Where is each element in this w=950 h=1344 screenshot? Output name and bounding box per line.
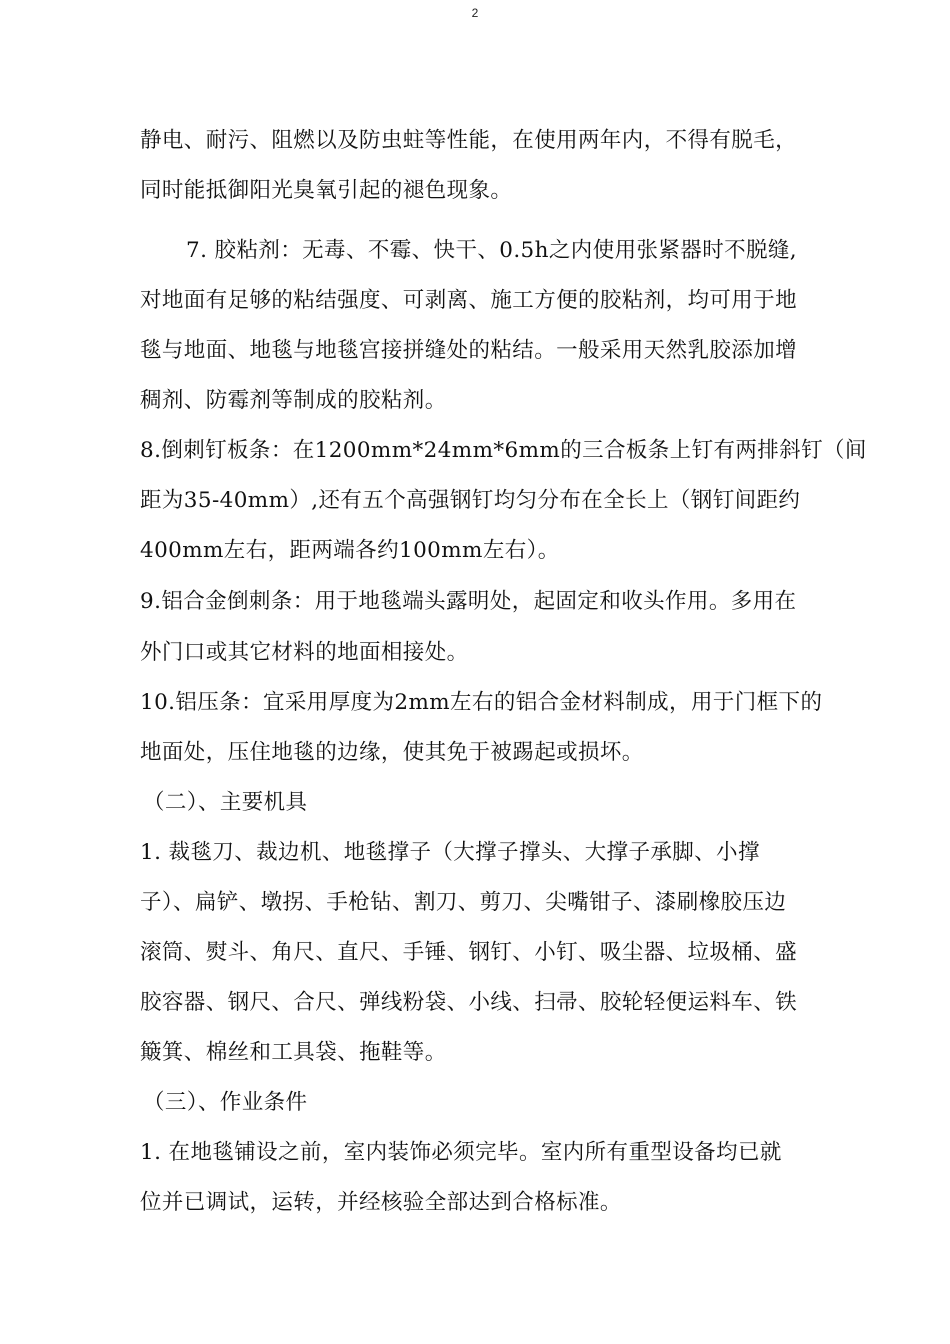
- body-text-line: 毯与地面、地毯与地毯宫接拼缝处的粘结。一般采用天然乳胶添加增: [140, 338, 798, 363]
- body-text-line: 同时能抵御阳光臭氧引起的褪色现象。: [140, 178, 513, 203]
- section-heading-tools: （二）、主要机具: [143, 790, 308, 815]
- body-text-line: 外门口或其它材料的地面相接处。: [140, 640, 469, 665]
- page-number: 2: [471, 6, 479, 20]
- list-item-9: 9.铝合金倒刺条：用于地毯端头露明处，起固定和收头作用。多用在: [140, 589, 797, 614]
- body-text-line: 地面处，压住地毯的边缘，使其免于被踢起或损坏。: [140, 740, 644, 765]
- list-item-10: 10.铝压条：宜采用厚度为2mm左右的铝合金材料制成，用于门框下的: [140, 690, 823, 715]
- body-text-line: 位并已调试，运转，并经核验全部达到合格标准。: [140, 1190, 622, 1215]
- body-text-line: 400mm左右，距两端各约100mm左右）。: [140, 538, 560, 563]
- list-item-8: 8.倒刺钉板条：在1200mm*24mm*6mm的三合板条上钉有两排斜钉（间: [140, 438, 867, 463]
- body-text-line: 静电、耐污、阻燃以及防虫蛀等性能，在使用两年内，不得有脱毛，: [140, 128, 798, 153]
- list-item-tools: 1. 裁毯刀、裁边机、地毯撑子（大撑子撑头、大撑子承脚、小撑: [140, 840, 760, 865]
- section-heading-conditions: （三）、作业条件: [143, 1090, 308, 1115]
- list-item-7: 7. 胶粘剂：无毒、不霉、快干、0.5h之内使用张紧器时不脱缝,: [186, 238, 798, 263]
- body-text-line: 滚筒、熨斗、角尺、直尺、手锤、钢钉、小钉、吸尘器、垃圾桶、盛: [140, 940, 798, 965]
- body-text-line: 簸箕、棉丝和工具袋、拖鞋等。: [140, 1040, 447, 1065]
- body-text-line: 对地面有足够的粘结强度、可剥离、施工方便的胶粘剂，均可用于地: [140, 288, 798, 313]
- list-item-conditions: 1. 在地毯铺设之前，室内装饰必须完毕。室内所有重型设备均已就: [140, 1140, 782, 1165]
- body-text-line: 稠剂、防霉剂等制成的胶粘剂。: [140, 388, 447, 413]
- body-text-line: 距为35-40mm）,还有五个高强钢钉均匀分布在全长上（钢钉间距约: [140, 488, 801, 513]
- body-text-line: 子）、扁铲、墩拐、手枪钻、割刀、剪刀、尖嘴钳子、漆刷橡胶压边: [140, 890, 787, 915]
- body-text-line: 胶容器、钢尺、合尺、弹线粉袋、小线、扫帚、胶轮轻便运料车、铁: [140, 990, 798, 1015]
